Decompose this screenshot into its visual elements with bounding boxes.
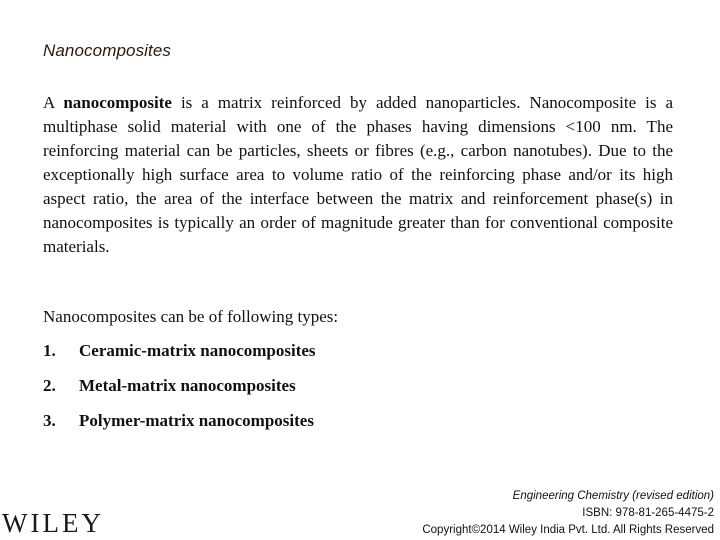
footer-citation <box>422 488 714 539</box>
types-list <box>43 341 316 446</box>
list-item-label: Ceramic-matrix nanocomposites <box>79 341 316 360</box>
list-item-number: 1. <box>43 341 56 360</box>
slide-title: Nanocomposites <box>43 41 172 60</box>
footer-isbn: ISBN: 978-81-265-4475-2 <box>582 507 714 519</box>
list-item-number: 2. <box>43 376 56 395</box>
wiley-logo: WILEY <box>2 508 104 538</box>
definition-lead: A <box>43 93 64 112</box>
definition-term: nanocomposite <box>63 93 172 112</box>
list-item <box>43 341 316 365</box>
types-intro: Nanocomposites can be of following types: <box>43 307 339 326</box>
definition-text: is a matrix reinforced by added nanoparticles. Nanocomposite is a multiphase solid material with one of the phases having dimensions <100 nm. The reinforcing material can be particles, sheets or fibres (e.g., carbon nanotubes). Due to the exceptionally high surface area to volume ratio of the reinforcing phase and/or its high aspect ratio, the area of the interface between the matrix and reinforcement phase(s) in nanocomposites is typically an order of magnitude greater than for conventional composite materials. <box>43 93 673 256</box>
footer-copyright: Copyright©2014 Wiley India Pvt. Ltd. All Rights Reserved <box>422 524 714 536</box>
footer-book-title: Engineering Chemistry (revised edition) <box>512 490 714 502</box>
list-item <box>43 376 316 400</box>
list-item-label: Metal-matrix nanocomposites <box>79 376 296 395</box>
list-item-number: 3. <box>43 411 56 430</box>
definition-paragraph <box>43 91 673 259</box>
list-item-label: Polymer-matrix nanocomposites <box>79 411 314 430</box>
list-item <box>43 411 316 435</box>
